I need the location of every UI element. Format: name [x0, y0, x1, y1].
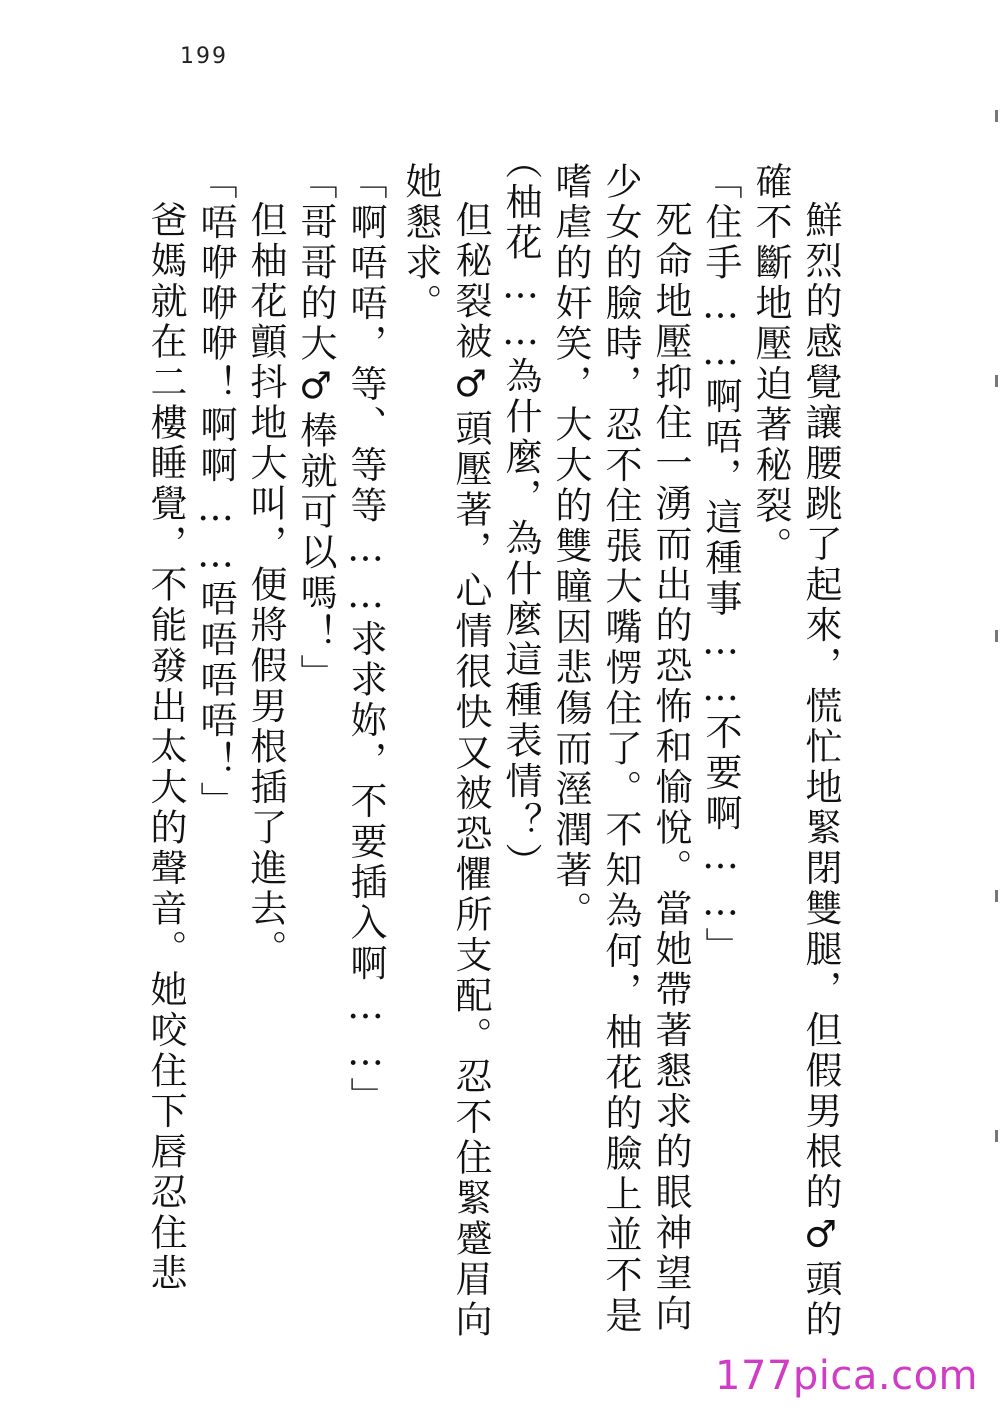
- text-column-5: 少女的臉時，忍不住張大嘴愣住了。不知為何，柚花的臉上並不是: [599, 162, 642, 1337]
- text-column-12: 但柚花顫抖地大叫，便將假男根插了進去。: [244, 160, 287, 970]
- scan-edge-mark: [995, 1130, 998, 1142]
- watermark: 177pica.com: [715, 1353, 978, 1399]
- text-column-6: 嗜虐的奸笑，大大的雙瞳因悲傷而溼潤著。: [549, 162, 592, 932]
- scan-edge-mark: [995, 890, 998, 902]
- text-column-4: 死命地壓抑住一湧而出的恐怖和愉悅。當她帶著懇求的眼神望向: [649, 160, 692, 1335]
- text-column-13: 「唔咿咿咿！啊啊……唔唔唔唔！」: [194, 162, 237, 822]
- scan-edge-mark: [995, 630, 998, 642]
- text-column-3: 「住手……啊唔，這種事……不要啊……」: [699, 162, 742, 968]
- text-column-14: 爸媽就在二樓睡覺，不能發出太大的聲音。她咬住下唇忍住悲: [144, 160, 187, 1294]
- text-column-1: 鮮烈的感覺讓腰跳了起來，慌忙地緊閉雙腿，但假男根的♂頭的: [799, 160, 842, 1341]
- scan-edge-mark: [995, 375, 998, 387]
- text-column-2: 確不斷地壓迫著秘裂。: [749, 162, 792, 567]
- text-column-7: （柚花……為什麼，為什麼這種表情？）: [499, 142, 542, 883]
- text-column-10: 「啊唔唔，等、等等……求求妳，不要插入啊……」: [344, 162, 387, 1118]
- page-number: 199: [180, 44, 228, 69]
- scan-edge-mark: [995, 110, 998, 122]
- text-column-8: 但秘裂被♂頭壓著，心情很快又被恐懼所支配。忍不住緊蹙眉向: [449, 160, 492, 1341]
- text-column-9: 她懇求。: [399, 162, 442, 324]
- text-column-11: 「哥哥的大♂棒就可以嗎！」: [294, 162, 337, 695]
